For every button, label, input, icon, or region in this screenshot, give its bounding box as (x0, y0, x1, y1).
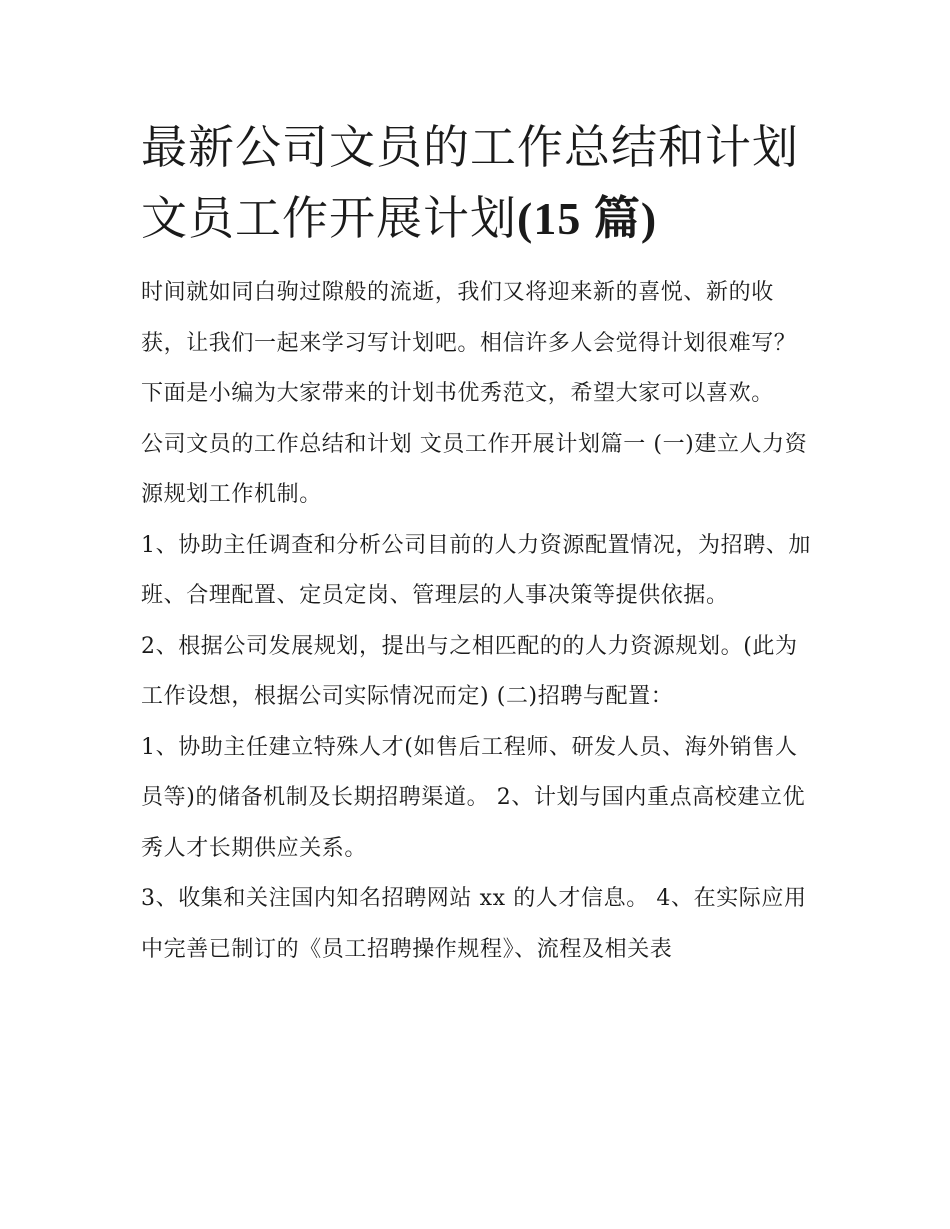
plan-item-paragraph: 2、根据公司发展规划，提出与之相匹配的的人力资源规划。(此为工作设想，根据公司实际情况而定) (二)招聘与配置： (141, 633, 798, 709)
intro-paragraph: 时间就如同白驹过隙般的流逝，我们又将迎来新的喜悦、新的收获，让我们一起来学习写计划吧。相信许多人会觉得计划很难写？下面是小编为大家带来的计划书优秀范文，希望大家可以喜欢。 (141, 280, 797, 406)
title-main-text: 最新公司文员的工作总结和计划 文员工作开展计划 (141, 120, 799, 245)
document-page (141, 112, 813, 975)
document-body (141, 268, 813, 975)
section-heading-paragraph: 公司文员的工作总结和计划 文员工作开展计划篇一 (一)建立人力资源规划工作机制。 (141, 431, 808, 507)
plan-item-paragraph: 1、协助主任建立特殊人才(如售后工程师、研发人员、海外销售人员等)的储备机制及长期招聘渠道。 2、计划与国内重点高校建立优秀人才长期供应关系。 (141, 734, 806, 861)
plan-item-paragraph: 3、收集和关注国内知名招聘网站 xx 的人才信息。 4、在实际应用中完善已制订的《员工招聘操作规程》、流程及相关表 (141, 886, 807, 962)
title-count-text: (15 篇) (517, 193, 658, 244)
plan-item-paragraph: 1、协助主任调查和分析公司目前的人力资源配置情况，为招聘、加班、合理配置、定员定岗、管理层的人事决策等提供依据。 (141, 532, 811, 608)
document-title (141, 112, 813, 254)
